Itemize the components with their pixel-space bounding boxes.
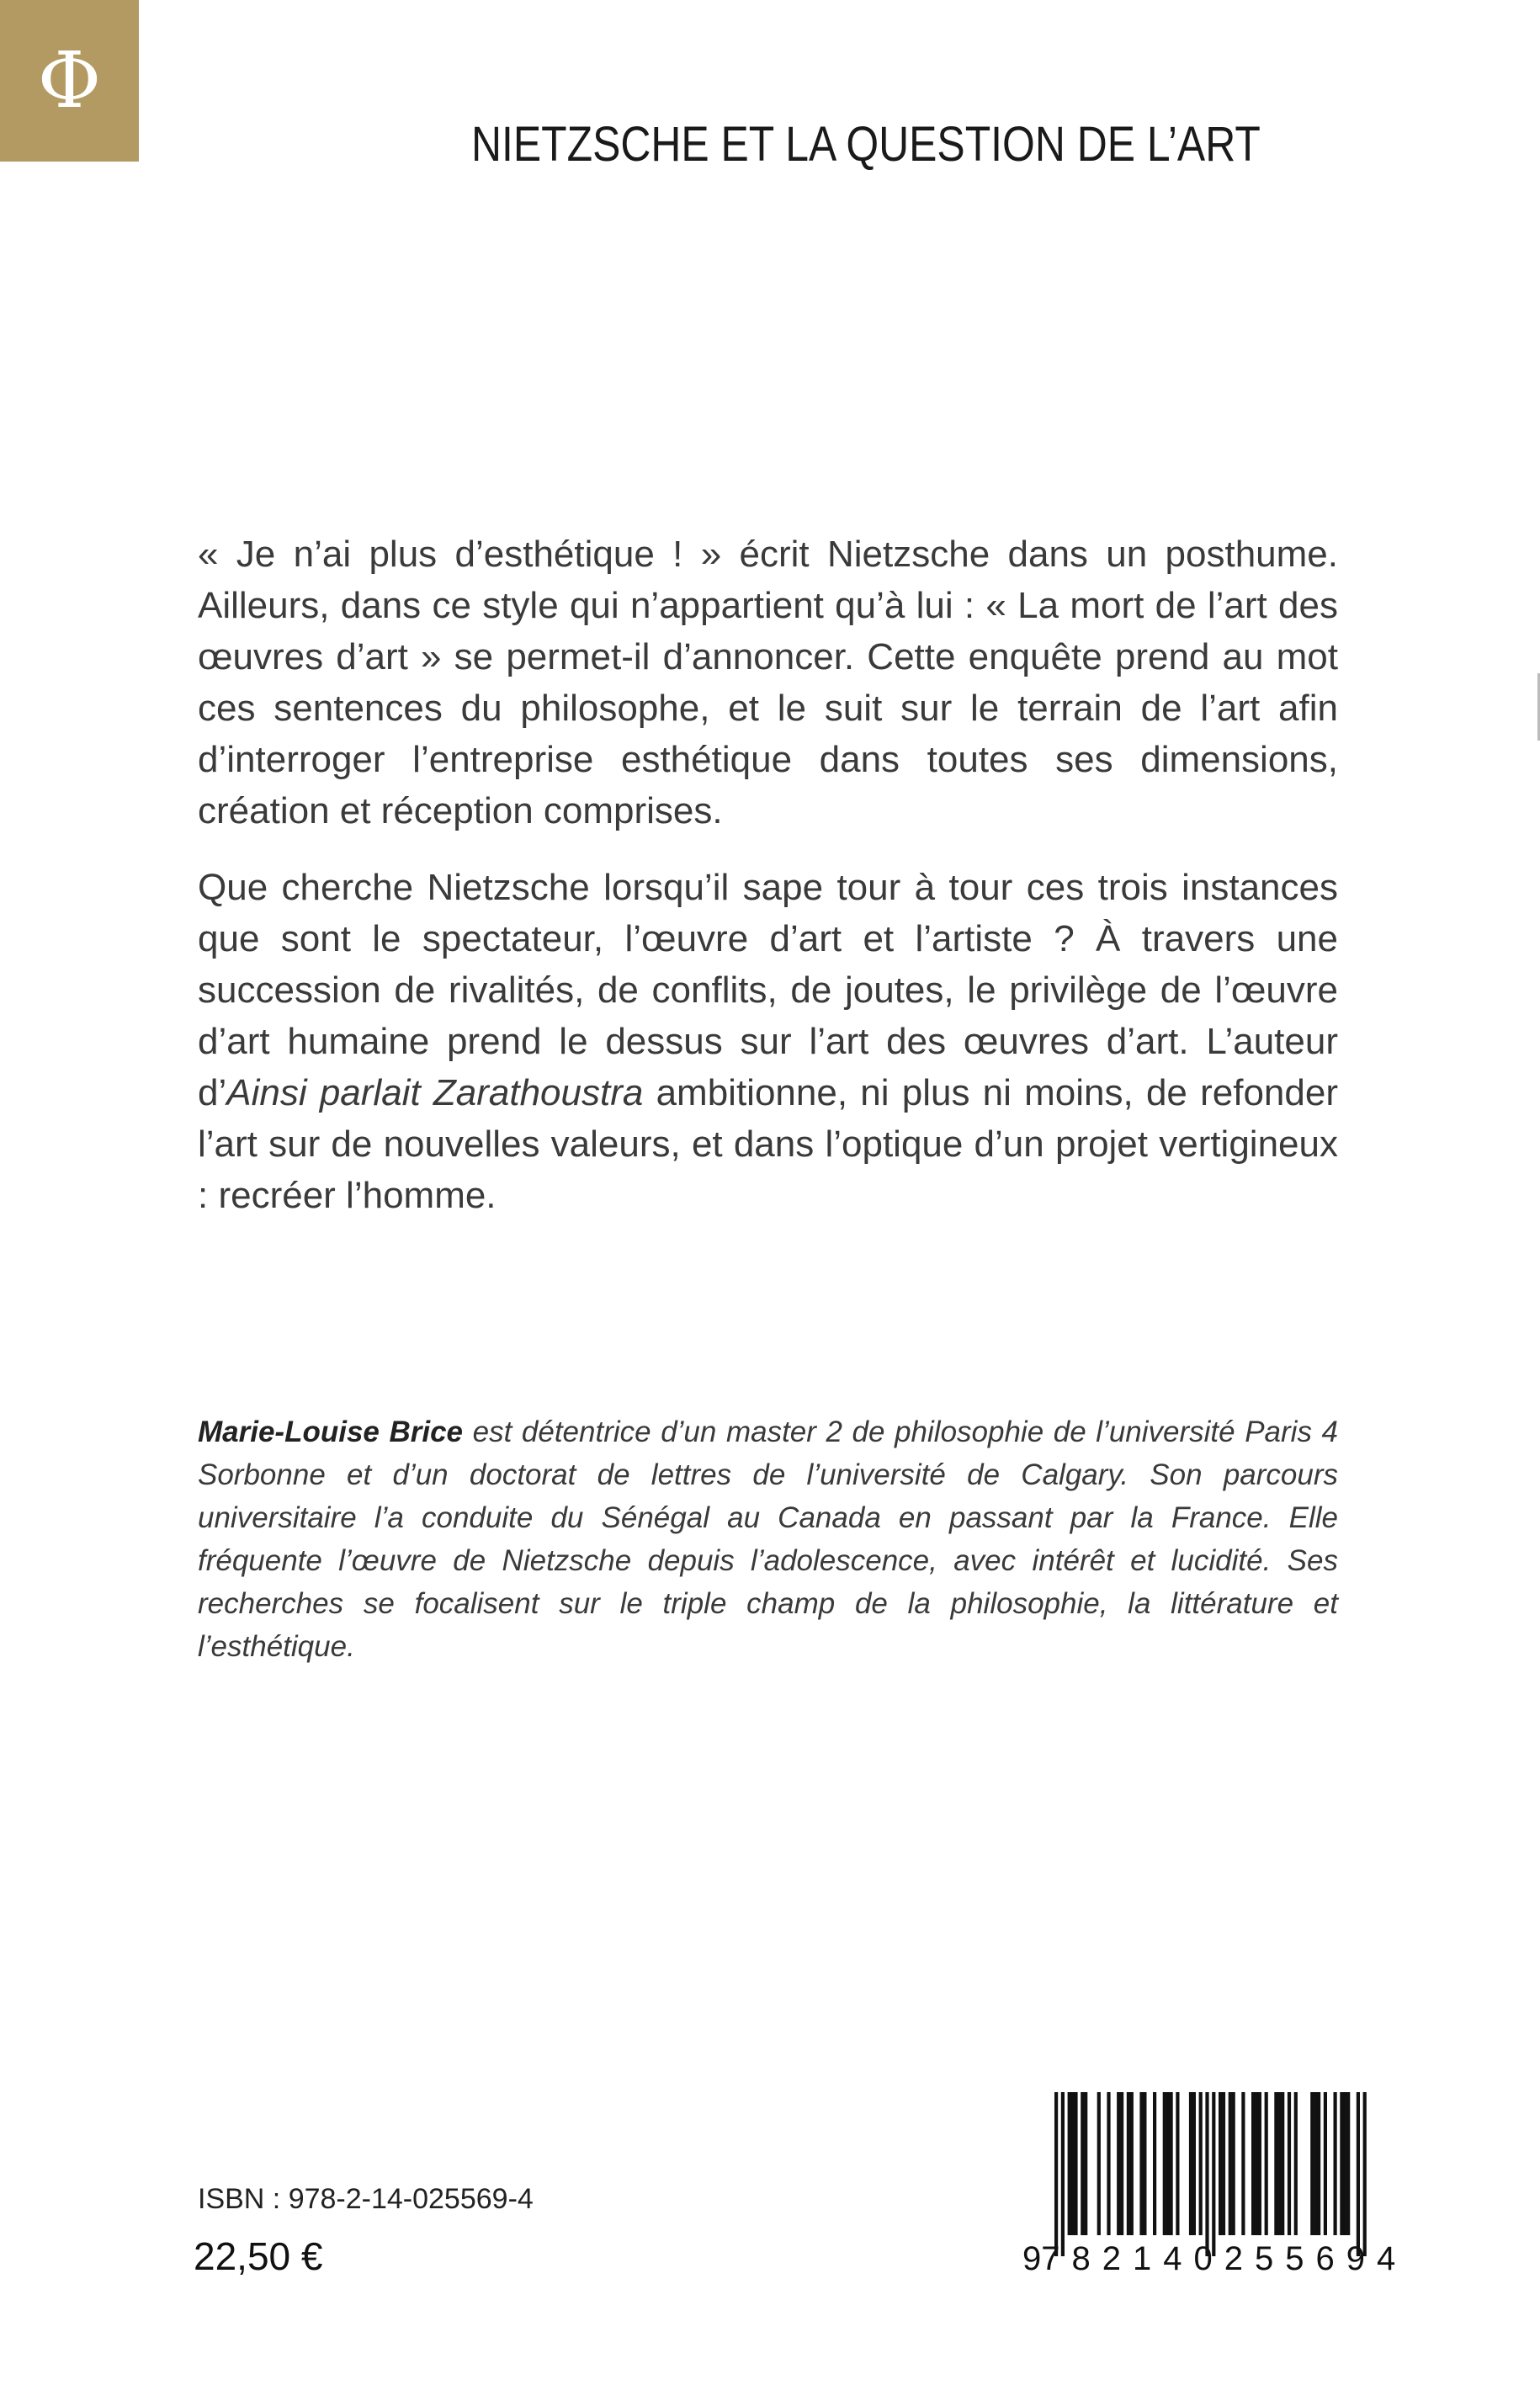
barcode-bar [1255, 2092, 1258, 2235]
barcode-bar [1277, 2092, 1281, 2235]
barcode-bar [1192, 2092, 1196, 2235]
barcode [1022, 2092, 1408, 2286]
barcode-bar [1251, 2092, 1255, 2235]
barcode-bar [1357, 2092, 1360, 2256]
barcode-bar [1288, 2092, 1291, 2235]
barcode-digits-left: 782140 [1041, 2239, 1224, 2277]
barcode-bar [1340, 2092, 1343, 2235]
barcode-bar [1205, 2092, 1208, 2256]
barcode-bar [1314, 2092, 1317, 2235]
barcode-bar [1117, 2092, 1120, 2235]
author-bio-text: est détentrice d’un master 2 de philosophie de l’université Paris 4 Sorbonne et d’un doctorat de lettres de l’université de Calgary. Son parcours universitaire l’a conduite du Sénégal au Canada en passant par la France. Elle fréquente l’œuvre de Nietzsche depuis l’adolescence, avec intérêt et lucidité. Ses recherches se focalisent sur le triple champ de la philosophie, la littérature et l’esthétique. [198, 1416, 1339, 1663]
barcode-bar [1232, 2092, 1235, 2235]
barcode-bar [1258, 2092, 1261, 2235]
barcode-bar [1163, 2092, 1166, 2235]
barcode-bar [1222, 2092, 1225, 2235]
author-bio [198, 1410, 1338, 1668]
barcode-bar [1229, 2092, 1232, 2235]
barcode-bar [1107, 2092, 1110, 2235]
barcode-bar [1219, 2092, 1222, 2235]
barcode-bar [1334, 2092, 1337, 2235]
book-reference-title: Ainsi parlait Zarathoustra [226, 1072, 644, 1113]
barcode-digit-first: 9 [1022, 2239, 1042, 2277]
barcode-bar [1130, 2092, 1134, 2235]
barcode-digits [1022, 2235, 1408, 2282]
barcode-bar [1153, 2092, 1156, 2235]
barcode-bar [1068, 2092, 1071, 2235]
barcode-bar [1199, 2092, 1203, 2235]
barcode-bar [1310, 2092, 1314, 2235]
barcode-bar [1166, 2092, 1170, 2235]
barcode-bar [1189, 2092, 1192, 2235]
barcode-bar [1139, 2092, 1143, 2235]
barcode-bar [1120, 2092, 1123, 2235]
price-label: 22,50 € [194, 2234, 323, 2278]
barcode-bar [1317, 2092, 1320, 2235]
book-title: NIETZSCHE ET LA QUESTION DE L’ART [471, 117, 1261, 172]
barcode-bar [1294, 2092, 1298, 2235]
barcode-bar [1170, 2092, 1173, 2235]
barcode-digits-right: 255694 [1224, 2239, 1408, 2277]
barcode-bar [1265, 2092, 1268, 2235]
summary-paragraph-2 [198, 862, 1338, 1221]
barcode-bar [1061, 2092, 1065, 2256]
barcode-bar [1074, 2092, 1077, 2235]
author-name: Marie-Louise Brice [198, 1416, 464, 1448]
barcode-bar [1274, 2092, 1277, 2235]
barcode-bar [1081, 2092, 1084, 2235]
barcode-bar [1324, 2092, 1327, 2235]
barcode-bar [1281, 2092, 1284, 2235]
barcode-bar [1346, 2092, 1350, 2235]
barcode-bar [1143, 2092, 1146, 2235]
barcode-bar [1363, 2092, 1367, 2256]
barcode-bar [1343, 2092, 1346, 2235]
barcode-bar [1071, 2092, 1075, 2235]
summary-paragraph-2-end: ambitionne, ni plus ni moins, de refonder l’art sur de nouvelles valeurs, et dans l’optique d’un projet vertigineux : recréer l’homme. [198, 1072, 1338, 1216]
summary-paragraph-2-start: Que cherche Nietzsche lorsqu’il sape tour à tour ces trois instances que sont le spectateur, l’œuvre d’art et l’artiste ? À travers une succession de rivalités, de conflits, de joutes, le privilège de l’œuvre d’art humaine prend le dessus sur l’art des œuvres d’art. L’auteur d’ [198, 867, 1338, 1113]
phi-logo-icon: Φ [37, 35, 102, 125]
barcode-bar [1054, 2092, 1058, 2256]
barcode-bar [1084, 2092, 1087, 2235]
barcode-bar [1127, 2092, 1130, 2235]
barcode-bar [1212, 2092, 1215, 2256]
publisher-logo [0, 0, 139, 162]
isbn-label: ISBN : 978-2-14-025569-4 [198, 2183, 534, 2215]
summary-paragraph-1: « Je n’ai plus d’esthétique ! » écrit Nietzsche dans un posthume. Ailleurs, dans ce style qui n’appartient qu’à lui : « La mort de l’art des œuvres d’art » se permet-il d’annoncer. Cette enquête prend au mot ces sentences du philosophe, et le suit sur le terrain de l’art afin d’interroger l’entreprise esthétique dans toutes ses dimensions, création et réception comprises. [198, 534, 1338, 831]
barcode-bar [1176, 2092, 1179, 2235]
barcode-bar [1097, 2092, 1101, 2235]
barcode-bar [1241, 2092, 1245, 2235]
